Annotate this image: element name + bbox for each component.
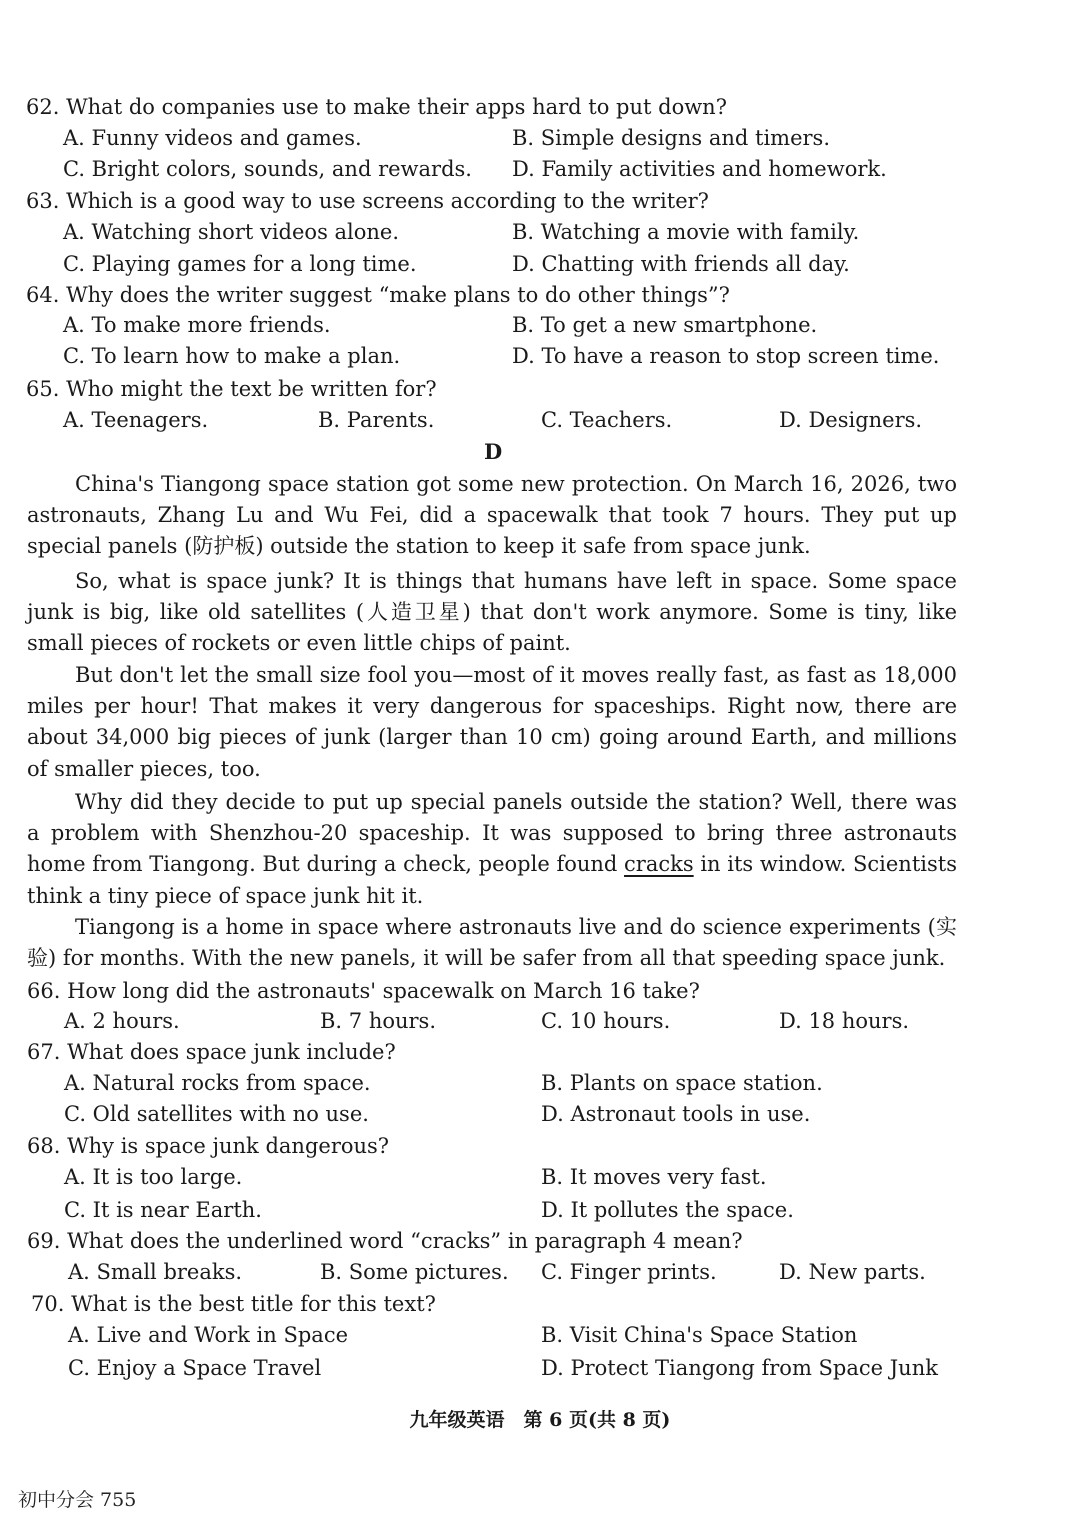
- q68-option-a: A. It is too large.: [64, 1165, 243, 1189]
- q67-option-b: B. Plants on space station.: [541, 1071, 823, 1095]
- passage-paragraph-2: So, what is space junk? It is things that humans have left in space. Some space junk is big, like old satellites (人造卫星) that don't work anymore. Some is tiny, like small pieces of rockets or even little chips of paint.: [27, 569, 957, 656]
- q69-option-a: A. Small breaks.: [68, 1260, 243, 1284]
- q70-option-d: D. Protect Tiangong from Space Junk: [541, 1356, 938, 1380]
- q69-option-c: C. Finger prints.: [541, 1260, 717, 1284]
- q66-option-b: B. 7 hours.: [320, 1009, 437, 1033]
- underlined-word-cracks: cracks: [624, 852, 694, 877]
- passage-paragraph-5: Tiangong is a home in space where astronauts live and do science experiments (实验) for months. With the new panels, it will be safer from all that speeding space junk.: [27, 915, 957, 971]
- q63-option-c: C. Playing games for a long time.: [63, 252, 417, 276]
- q70-option-b: B. Visit China's Space Station: [541, 1323, 858, 1347]
- q62-option-b: B. Simple designs and timers.: [512, 126, 830, 150]
- question-65: 65. Who might the text be written for?: [26, 377, 437, 401]
- passage-paragraph-1: China's Tiangong space station got some new protection. On March 16, 2026, two astronauts, Zhang Lu and Wu Fei, did a spacewalk that took 7 hours. They put up special panels (防护板) outside the station to keep it safe from space junk.: [27, 472, 957, 559]
- q67-option-a: A. Natural rocks from space.: [64, 1071, 371, 1095]
- q68-option-c: C. It is near Earth.: [64, 1198, 262, 1222]
- watermark-text: 初中分会 755: [18, 1489, 137, 1511]
- question-69: 69. What does the underlined word “cracks” in paragraph 4 mean?: [27, 1229, 743, 1253]
- passage-paragraph-4: [27, 787, 957, 912]
- q63-option-d: D. Chatting with friends all day.: [512, 252, 850, 276]
- q64-option-b: B. To get a new smartphone.: [512, 313, 818, 337]
- paragraph-4-text-end: in its window. Scientists think a tiny piece of space junk hit it.: [27, 852, 957, 908]
- q67-option-d: D. Astronaut tools in use.: [541, 1102, 811, 1126]
- q62-option-c: C. Bright colors, sounds, and rewards.: [63, 157, 472, 181]
- q70-option-c: C. Enjoy a Space Travel: [68, 1356, 322, 1380]
- q64-option-d: D. To have a reason to stop screen time.: [512, 344, 940, 368]
- question-64: 64. Why does the writer suggest “make plans to do other things”?: [26, 283, 730, 307]
- page-footer: 九年级英语 第 6 页(共 8 页): [409, 1409, 671, 1431]
- q65-option-a: A. Teenagers.: [63, 408, 209, 432]
- q69-option-d: D. New parts.: [779, 1260, 926, 1284]
- section-label: D: [484, 439, 503, 464]
- passage-paragraph-3: But don't let the small size fool you—most of it moves really fast, as fast as 18,000 miles per hour! That makes it very dangerous for spaceships. Right now, there are about 34,000 big pieces of junk (larger than 10 cm) going around Earth, and millions of smaller pieces, too.: [27, 663, 957, 781]
- question-68: 68. Why is space junk dangerous?: [27, 1134, 390, 1158]
- q62-option-a: A. Funny videos and games.: [63, 126, 362, 150]
- question-63: 63. Which is a good way to use screens according to the writer?: [26, 189, 709, 213]
- q66-option-c: C. 10 hours.: [541, 1009, 671, 1033]
- question-70: 70. What is the best title for this text?: [31, 1292, 436, 1316]
- q66-option-d: D. 18 hours.: [779, 1009, 910, 1033]
- q65-option-b: B. Parents.: [318, 408, 435, 432]
- q65-option-d: D. Designers.: [779, 408, 923, 432]
- q63-option-a: A. Watching short videos alone.: [63, 220, 400, 244]
- q63-option-b: B. Watching a movie with family.: [512, 220, 860, 244]
- q67-option-c: C. Old satellites with no use.: [64, 1102, 369, 1126]
- q64-option-a: A. To make more friends.: [63, 313, 331, 337]
- question-62: 62. What do companies use to make their apps hard to put down?: [26, 95, 727, 119]
- q66-option-a: A. 2 hours.: [64, 1009, 180, 1033]
- question-66: 66. How long did the astronauts' spacewalk on March 16 take?: [27, 979, 700, 1003]
- q68-option-b: B. It moves very fast.: [541, 1165, 767, 1189]
- q69-option-b: B. Some pictures.: [320, 1260, 509, 1284]
- q64-option-c: C. To learn how to make a plan.: [63, 344, 401, 368]
- paragraph-4-text-start: Why did they decide to put up special panels outside the station? Well, there was a problem with Shenzhou-20 spaceship. It was supposed to bring three astronauts home from Tiangong. But during a check, people found: [27, 790, 957, 877]
- q70-option-a: A. Live and Work in Space: [68, 1323, 349, 1347]
- q62-option-d: D. Family activities and homework.: [512, 157, 887, 181]
- q68-option-d: D. It pollutes the space.: [541, 1198, 794, 1222]
- question-67: 67. What does space junk include?: [27, 1040, 396, 1064]
- q65-option-c: C. Teachers.: [541, 408, 673, 432]
